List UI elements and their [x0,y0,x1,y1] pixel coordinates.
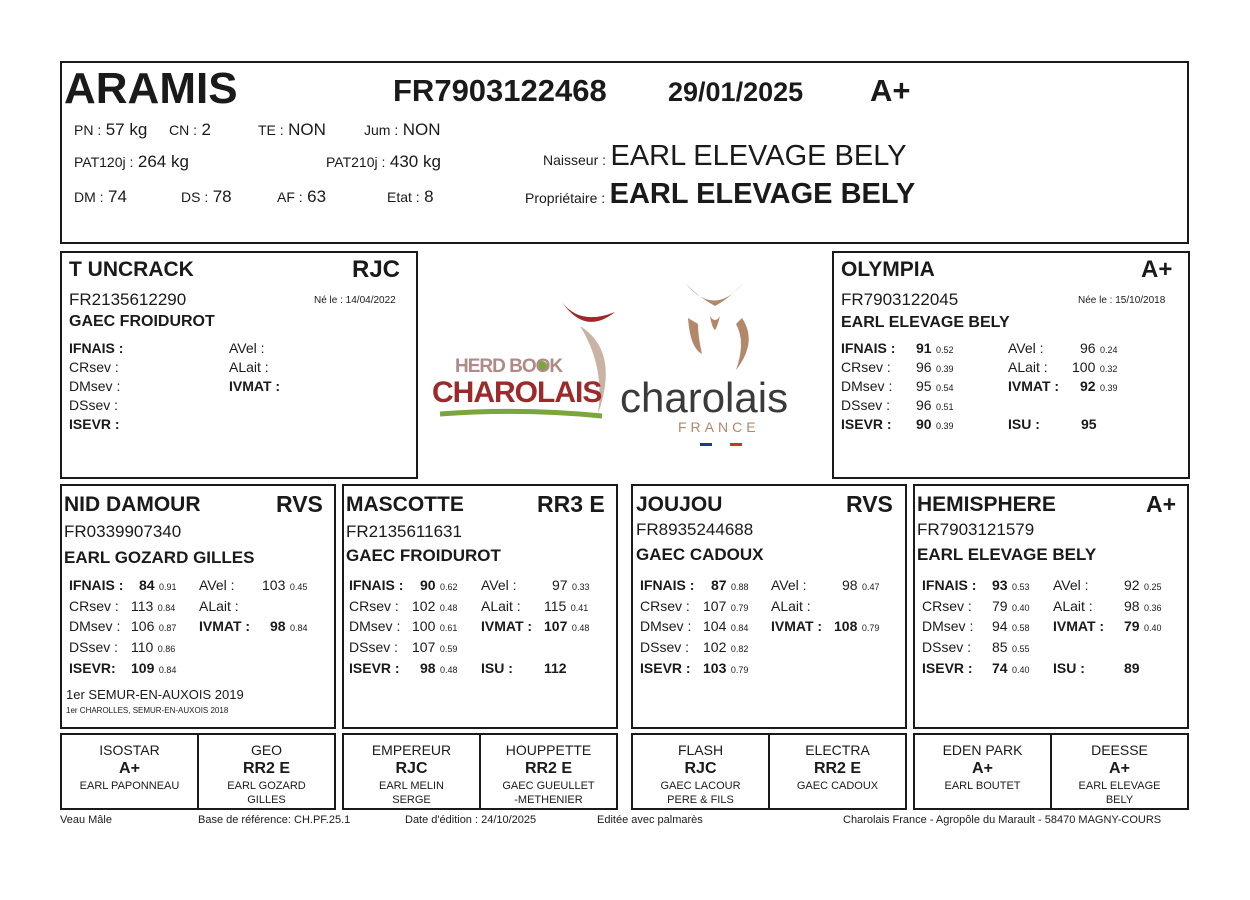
pat210-value: 430 kg [389,152,441,171]
dam-isevr-value [916,416,954,434]
gp3-id: FR7903121579 [917,520,1035,539]
jum-label: Jum : [364,122,399,138]
gp2-id: FR8935244688 [636,520,754,539]
te-value: NON [288,120,326,139]
gp2-dmsev-value [703,618,748,636]
etat-field [387,187,434,207]
gp2-isevr-label: ISEVR : [640,660,691,676]
dam-dssev-r: 0.51 [936,402,954,412]
gp0-crsev-value [131,598,175,616]
ggp-grade: RJC [395,760,428,777]
ggp-owner2: SERGE [392,794,431,806]
proprietaire-field [525,178,915,211]
dm-label: DM : [74,189,104,205]
dam-crsev-label: CRsev : [841,359,891,375]
ggp-grade: RR2 E [524,760,573,777]
gp2-ifnais-value [711,577,749,595]
dam-dmsev-v: 95 [916,378,932,394]
gp3-dmsev-value [992,618,1030,636]
gp2-alait-label: ALait : [771,598,811,614]
dam-avel-r: 0.24 [1100,345,1118,355]
gp1-ivmat-r: 0.48 [571,623,590,633]
gp3-dssev-r: 0.55 [1012,644,1030,654]
ggp-cell [481,735,616,808]
dam-alait-r: 0.32 [1099,364,1118,374]
gp1-isu-value: 112 [544,660,567,676]
gp3-alait-label: ALait : [1053,598,1093,614]
dam-born: Née le : 15/10/2018 [1078,295,1166,306]
gp1-ivmat-value [544,618,589,636]
gp3-isevr-value [992,660,1030,678]
gp2-ivmat-v: 108 [834,618,858,634]
gp0-palmares1: 1er SEMUR-EN-AUXOIS 2019 [66,687,244,702]
sire-alait-label: ALait : [229,359,269,375]
ggp-pair-box [913,733,1189,810]
ggp-cell [1052,735,1187,808]
ggp-cell [915,735,1052,808]
dam-avel-v: 96 [1080,340,1096,356]
gp1-isevr-label: ISEVR : [349,660,400,676]
gp1-dmsev-value [412,618,457,636]
herd-book-line2: CHAROLAIS [432,376,602,409]
gp1-isevr-value [420,660,458,678]
ggp-grade: RR2 E [242,760,291,777]
gp2-crsev-value [703,598,748,616]
sire-dmsev-label: DMsev : [69,378,121,394]
jum-value: NON [402,120,441,139]
gp0-ifnais-value [139,577,177,595]
gp3-name: HEMISPHERE [917,493,1056,516]
ggp-cell [770,735,905,808]
ggp-name: EMPEREUR [371,742,452,758]
gp3-avel-r: 0.25 [1144,582,1162,592]
gp2-avel-value [842,577,880,595]
gp0-ivmat-value [270,618,308,636]
sire-crsev-label: CRsev : [69,359,119,375]
dam-id: FR7903122045 [841,290,959,309]
gp0-ivmat-r: 0.84 [290,623,308,633]
herd-book-line1: HERD BOOK [455,356,563,377]
dam-ivmat-label: IVMAT : [1008,378,1060,394]
gp0-dmsev-label: DMsev : [69,618,121,634]
animal-date: 29/01/2025 [668,77,804,107]
gp2-ivmat-value [834,618,879,636]
pat120-value: 264 kg [137,152,189,171]
gp0-dmsev-v: 106 [131,618,155,634]
gp3-isu-value: 89 [1124,660,1140,676]
sire-avel-label: AVel : [229,340,265,356]
ggp-grade: RJC [684,760,717,777]
dam-ivmat-value [1080,378,1118,396]
gp1-avel-r: 0.33 [572,582,590,592]
gp2-avel-r: 0.47 [862,582,880,592]
gp0-dssev-v: 110 [131,639,154,655]
dam-ifnais-value [916,340,954,358]
gp3-isevr-r: 0.40 [1012,665,1030,675]
pat210-field [326,152,441,172]
ggp-owner: EARL MELIN [378,780,444,792]
cn-label: CN : [169,122,197,138]
gp3-dssev-v: 85 [992,639,1008,655]
ggp-owner: GAEC GUEULLET [502,780,595,792]
pat120-field [74,152,189,172]
gp3-dssev-value [992,639,1030,657]
ggp-owner: EARL GOZARD [227,780,306,792]
dm-value: 74 [108,187,127,206]
charolais-word: charolais [620,374,789,421]
gp1-crsev-r: 0.48 [439,603,458,613]
gp1-ivmat-label: IVMAT : [481,618,533,634]
sire-owner: GAEC FROIDUROT [69,313,215,330]
gp1-ifnais-v: 90 [420,577,436,593]
ggp-name: DEESSE [1091,742,1148,758]
gp2-dssev-v: 102 [703,639,727,655]
dam-owner: EARL ELEVAGE BELY [841,314,1010,331]
ggp-cell [62,735,199,808]
gp1-crsev-label: CRsev : [349,598,399,614]
ggp-owner2: GILLES [247,794,286,806]
gp0-alait-label: ALait : [199,598,239,614]
ggp-owner2: PERE & FILS [667,794,734,806]
gp2-isevr-v: 103 [703,660,727,676]
gp0-ifnais-r: 0.91 [159,582,177,592]
ggp-owner: EARL ELEVAGE [1078,780,1161,792]
gp0-dssev-r: 0.86 [157,644,176,654]
footer-address: Charolais France - Agropôle du Marault - 58470 MAGNY-COURS [843,814,1162,826]
gp3-ivmat-r: 0.40 [1144,623,1162,633]
ds-field [181,187,232,207]
gp3-avel-value [1124,577,1162,595]
cn-field [169,120,211,140]
gp0-crsev-r: 0.84 [157,603,176,613]
dam-crsev-r: 0.39 [936,364,954,374]
dam-isu-value: 95 [1081,416,1097,432]
herd-book-logo [430,296,620,426]
sire-grade: RJC [352,256,401,283]
gp0-dmsev-value [131,618,176,636]
dam-isevr-r: 0.39 [936,421,954,431]
gp1-dssev-v: 107 [412,639,436,655]
gp1-name: MASCOTTE [346,493,464,516]
gp0-ivmat-v: 98 [270,618,286,634]
dam-dmsev-value [916,378,954,396]
af-value: 63 [307,187,327,206]
gp0-ivmat-label: IVMAT : [199,618,251,634]
animal-grade: A+ [870,73,911,108]
dam-name: OLYMPIA [841,258,935,281]
gp3-ifnais-value [992,577,1030,595]
gp2-crsev-r: 0.79 [730,603,749,613]
dam-ifnais-label: IFNAIS : [841,340,896,356]
af-label: AF : [277,189,303,205]
etat-value: 8 [424,187,434,206]
gp1-ifnais-value [420,577,458,595]
ggp-pair-box [342,733,618,810]
gp3-ifnais-v: 93 [992,577,1008,593]
footer-edition: Date d'édition : 24/10/2025 [405,814,537,826]
gp0-isevr-value [131,660,176,678]
gp1-dmsev-label: DMsev : [349,618,401,634]
gp0-owner: EARL GOZARD GILLES [64,548,255,567]
sire-isevr-label: ISEVR : [69,416,120,432]
footer-sex: Veau Mâle [60,814,112,826]
gp0-ifnais-label: IFNAIS : [69,577,124,593]
gp1-avel-label: AVel : [481,577,517,593]
ggp-name: HOUPPETTE [505,742,592,758]
gp2-ifnais-r: 0.88 [731,582,749,592]
gp3-crsev-r: 0.40 [1012,603,1030,613]
gp1-id: FR2135611631 [346,522,462,541]
ggp-grade: A+ [119,760,140,777]
gp2-ivmat-label: IVMAT : [771,618,823,634]
ggp-owner2: -METHENIER [514,794,583,806]
pat210-label: PAT210j : [326,154,386,170]
gp1-isu-label: ISU : [481,660,513,676]
dam-grade: A+ [1141,256,1173,283]
gp0-name: NID DAMOUR [64,493,201,516]
gp0-crsev-label: CRsev : [69,598,119,614]
gp3-dmsev-v: 94 [992,618,1008,634]
gp1-isevr-v: 98 [420,660,436,676]
dam-dmsev-label: DMsev : [841,378,893,394]
ggp-owner: GAEC LACOUR [660,780,741,792]
gp0-dmsev-r: 0.87 [158,623,177,633]
gp2-dssev-value [703,639,748,657]
proprietaire-label: Propriétaire : [525,190,606,206]
ds-label: DS : [181,189,209,205]
gp0-dssev-value [131,639,175,657]
af-field [277,187,326,207]
gp0-isevr-v: 109 [131,660,155,676]
gp3-ivmat-label: IVMAT : [1053,618,1105,634]
dam-ifnais-v: 91 [916,340,932,356]
sire-ifnais-label: IFNAIS : [69,340,124,356]
te-label: TE : [258,122,284,138]
gp3-dmsev-r: 0.58 [1012,623,1030,633]
gp3-crsev-label: CRsev : [922,598,972,614]
naisseur-label: Naisseur : [543,152,607,168]
dam-dssev-v: 96 [916,397,932,413]
dam-dssev-value [916,397,954,415]
dam-crsev-value [916,359,954,377]
gp2-owner: GAEC CADOUX [636,545,764,564]
gp1-dssev-r: 0.59 [439,644,458,654]
gp2-dssev-label: DSsev : [640,639,690,655]
gp2-avel-label: AVel : [771,577,807,593]
gp3-dssev-label: DSsev : [922,639,972,655]
gp0-avel-value [262,577,307,595]
te-field [258,120,326,140]
footer-base: Base de référence: CH.PF.25.1 [198,814,351,826]
gp2-name: JOUJOU [636,493,723,516]
sire-id: FR2135612290 [69,290,187,309]
footer-palmares: Editée avec palmarès [597,814,703,826]
ggp-name: ISOSTAR [99,742,160,758]
ggp-name: EDEN PARK [942,742,1023,758]
gp0-avel-v: 103 [262,577,286,593]
gp2-isevr-r: 0.79 [730,665,749,675]
dam-alait-v: 100 [1072,359,1096,375]
dam-isevr-v: 90 [916,416,932,432]
charolais-france-logo [620,278,825,450]
gp2-dssev-r: 0.82 [730,644,749,654]
gp3-ifnais-r: 0.53 [1012,582,1030,592]
dam-avel-value [1080,340,1118,358]
ggp-pair-box [60,733,336,810]
dm-field [74,187,127,207]
pn-label: PN : [74,122,102,138]
gp0-ifnais-v: 84 [139,577,155,593]
ggp-name: ELECTRA [805,742,870,758]
ggp-cell [199,735,334,808]
naisseur-field [543,140,907,173]
gp3-dmsev-label: DMsev : [922,618,974,634]
gp3-grade: A+ [1146,491,1177,517]
gp0-id: FR0339907340 [64,522,182,541]
dam-dssev-label: DSsev : [841,397,891,413]
gp0-crsev-v: 113 [131,598,154,614]
gp1-dssev-label: DSsev : [349,639,399,655]
ggp-grade: RR2 E [813,760,862,777]
gp2-avel-v: 98 [842,577,858,593]
gp1-isevr-r: 0.48 [440,665,458,675]
gp0-dssev-label: DSsev : [69,639,119,655]
pn-value: 57 kg [105,120,148,139]
gp1-avel-v: 97 [552,577,568,593]
dam-ivmat-r: 0.39 [1100,383,1118,393]
gp0-grade: RVS [276,491,323,517]
cn-value: 2 [201,120,211,139]
gp3-owner: EARL ELEVAGE BELY [917,545,1097,564]
gp3-ifnais-label: IFNAIS : [922,577,977,593]
gp1-ivmat-v: 107 [544,618,568,634]
gp0-palmares2: 1er CHAROLLES, SEMUR-EN-AUXOIS 2018 [66,706,229,715]
france-word: FRANCE [678,419,760,435]
ggp-owner2: BELY [1105,794,1134,806]
ggp-pair-box [631,733,907,810]
gp3-ivmat-value [1124,618,1162,636]
ds-value: 78 [212,187,232,206]
sire-dssev-label: DSsev : [69,397,119,413]
ggp-grade: A+ [1109,760,1130,777]
gp3-crsev-value [992,598,1030,616]
gp3-avel-label: AVel : [1053,577,1089,593]
gp3-avel-v: 92 [1124,577,1140,593]
gp1-alait-v: 115 [544,598,567,614]
gp1-dmsev-r: 0.61 [439,623,458,633]
pn-field [74,120,147,140]
ggp-cell [633,735,770,808]
proprietaire-value: EARL ELEVAGE BELY [609,178,916,210]
ggp-owner: GAEC CADOUX [796,780,879,792]
gp1-crsev-v: 102 [412,598,436,614]
ggp-owner: EARL BOUTET [944,780,1021,792]
gp3-isevr-v: 74 [992,660,1008,676]
gp1-grade: RR3 E [537,491,605,517]
pat120-label: PAT120j : [74,154,134,170]
animal-name: ARAMIS [64,64,238,113]
dam-alait-label: ALait : [1008,359,1048,375]
sire-name: T UNCRACK [69,258,194,281]
gp3-alait-r: 0.36 [1144,603,1162,613]
dam-isu-label: ISU : [1008,416,1040,432]
dam-alait-value [1072,359,1117,377]
ggp-name: GEO [250,742,283,758]
animal-id: FR7903122468 [393,73,607,108]
gp0-avel-r: 0.45 [289,582,308,592]
dam-ivmat-v: 92 [1080,378,1096,394]
gp1-alait-value [544,598,588,616]
ggp-cell [344,735,481,808]
gp0-avel-label: AVel : [199,577,235,593]
gp1-dssev-value [412,639,457,657]
gp2-ivmat-r: 0.79 [861,623,880,633]
gp0-isevr-label: ISEVR: [69,660,116,676]
gp2-isevr-value [703,660,748,678]
etat-label: Etat : [387,189,420,205]
jum-field [364,120,440,140]
gp2-ifnais-v: 87 [711,577,727,593]
gp1-ifnais-label: IFNAIS : [349,577,404,593]
dam-crsev-v: 96 [916,359,932,375]
sire-born: Né le : 14/04/2022 [314,295,396,306]
gp0-isevr-r: 0.84 [158,665,177,675]
dam-dmsev-r: 0.54 [936,383,954,393]
gp2-ifnais-label: IFNAIS : [640,577,695,593]
gp1-avel-value [552,577,590,595]
gp3-isu-label: ISU : [1053,660,1085,676]
gp3-isevr-label: ISEVR : [922,660,973,676]
dam-ifnais-r: 0.52 [936,345,954,355]
naisseur-value: EARL ELEVAGE BELY [610,140,907,172]
gp2-grade: RVS [846,491,893,517]
gp1-owner: GAEC FROIDUROT [346,546,501,565]
gp3-alait-value [1124,598,1162,616]
gp2-dmsev-label: DMsev : [640,618,692,634]
gp1-alait-label: ALait : [481,598,521,614]
gp1-ifnais-r: 0.62 [440,582,458,592]
gp3-ivmat-v: 79 [1124,618,1140,634]
gp2-dmsev-r: 0.84 [730,623,749,633]
gp2-dmsev-v: 104 [703,618,727,634]
gp2-crsev-label: CRsev : [640,598,690,614]
gp3-alait-v: 98 [1124,598,1140,614]
ggp-grade: A+ [972,760,993,777]
gp1-crsev-value [412,598,457,616]
ggp-name: FLASH [677,742,724,758]
dam-isevr-label: ISEVR : [841,416,892,432]
ggp-owner: EARL PAPONNEAU [79,780,180,792]
gp2-crsev-v: 107 [703,598,727,614]
dam-avel-label: AVel : [1008,340,1044,356]
gp3-crsev-v: 79 [992,598,1008,614]
gp1-alait-r: 0.41 [570,603,589,613]
gp1-dmsev-v: 100 [412,618,436,634]
sire-ivmat-label: IVMAT : [229,378,281,394]
